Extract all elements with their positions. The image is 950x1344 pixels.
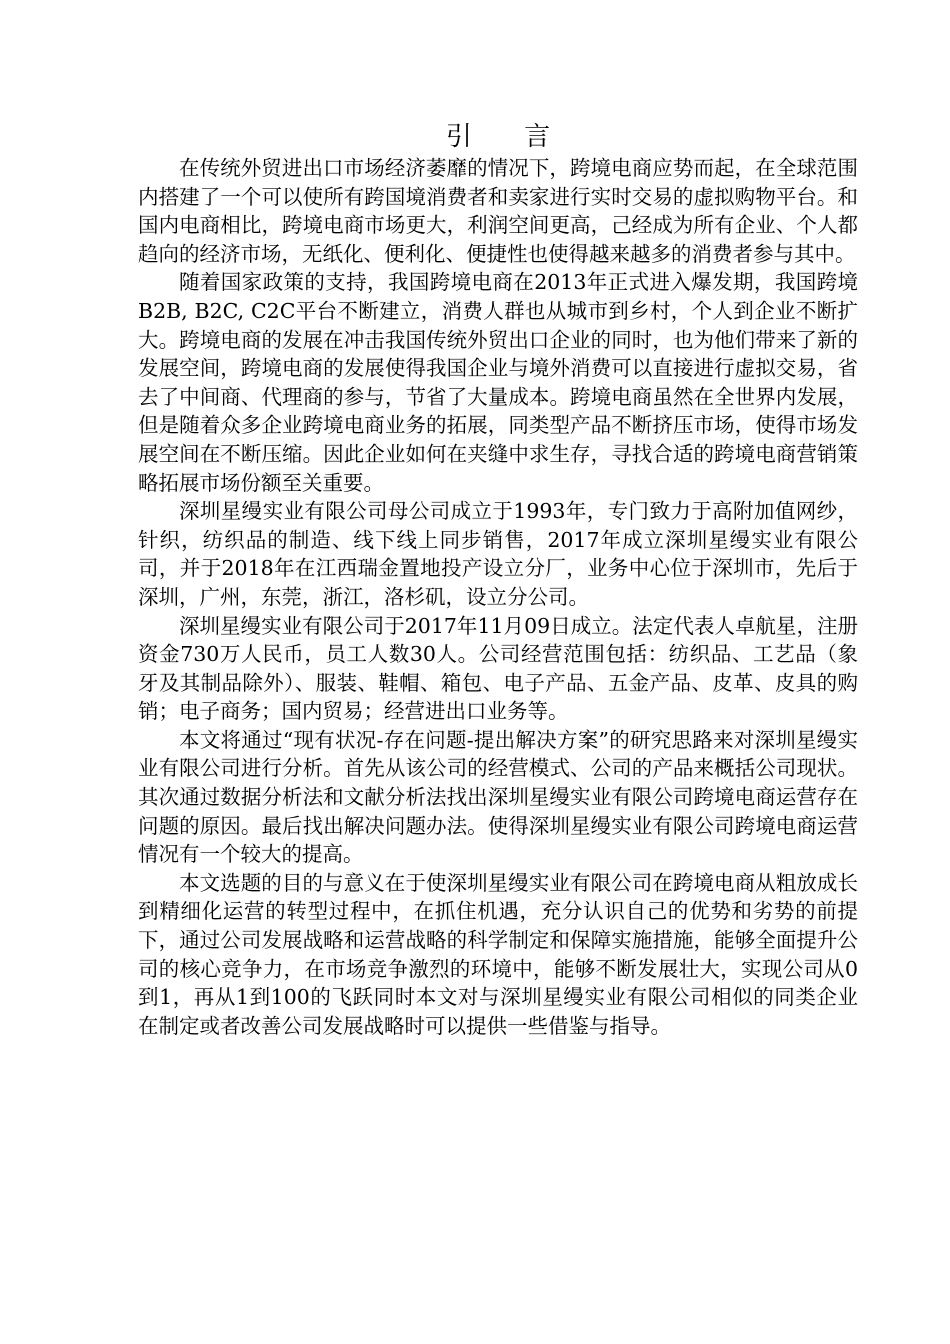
paragraph-6: 本文选题的目的与意义在于使深圳星缦实业有限公司在跨境电商从粗放成长到精细化运营的转型过程中，在抓住机遇，充分认识自己的优势和劣势的前提下，通过公司发展战略和运营战略的科学制定和保障实施措施，能够全面提升公司的核心竞争力，在市场竞争激烈的环境中，能够不断发展壮大，实现公司从0到1，再从1到100的飞跃同时本文对与深圳星缦实业有限公司相似的同类企业在制定或者改善公司发展战略时可以提供一些借鉴与指导。 — [138, 870, 858, 1038]
document-body — [138, 120, 858, 1040]
page-title: 引 言 — [445, 122, 573, 152]
paragraph-1: 在传统外贸进出口市场经济萎靡的情况下，跨境电商应势而起，在全球范围内搭建了一个可以使所有跨国境消费者和卖家进行实时交易的虚拟购物平台。和国内电商相比，跨境电商市场更大，利润空间更高，己经成为所有企业、个人都趋向的经济市场，无纸化、便利化、便捷性也使得越来越多的消费者参与其中。 — [138, 156, 858, 266]
paragraph-2: 随着国家政策的支持，我国跨境电商在2013年正式进入爆发期，我国跨境B2B, B2C, C2C平台不断建立，消费人群也从城市到乡村，个人到企业不断扩大。跨境电商的发展在冲击我国传统外贸出口企业的同时，也为他们带来了新的发展空间，跨境电商的发展使得我国企业与境外消费可以直接进行虚拟交易，省去了中间商、代理商的参与，节省了大量成本。跨境电商虽然在全世界内发展，但是随着众多企业跨境电商业务的拓展，同类型产品不断挤压市场，使得市场发展空间在不断压缩。因此企业如何在夹缝中求生存，寻找合适的跨境电商营销策略拓展市场份额至关重要。 — [138, 270, 858, 495]
paragraph-3: 深圳星缦实业有限公司母公司成立于1993年，专门致力于高附加值网纱，针织，纺织品的制造、线下线上同步销售，2017年成立深圳星缦实业有限公司，并于2018年在江西瑞金置地投产设立分厂，业务中心位于深圳市，先后于深圳，广州，东莞，浙江，洛杉矶，设立分公司。 — [138, 499, 858, 609]
paragraph-5: 本文将通过“现有状况-存在问题-提出解决方案”的研究思路来对深圳星缦实业有限公司进行分析。首先从该公司的经营模式、公司的产品来概括公司现状。其次通过数据分析法和文献分析法找出深圳星缦实业有限公司跨境电商运营存在问题的原因。最后找出解决问题办法。使得深圳星缦实业有限公司跨境电商运营情况有一个较大的提高。 — [138, 727, 858, 867]
paragraph-4: 深圳星缦实业有限公司于2017年11月09日成立。法定代表人卓航星，注册资金730万人民币，员工人数30人。公司经营范围包括：纺织品、工艺品（象牙及其制品除外）、服装、鞋帽、箱包、电子产品、五金产品、皮革、皮具的购销；电子商务；国内贸易；经营进出口业务等。 — [138, 613, 858, 724]
